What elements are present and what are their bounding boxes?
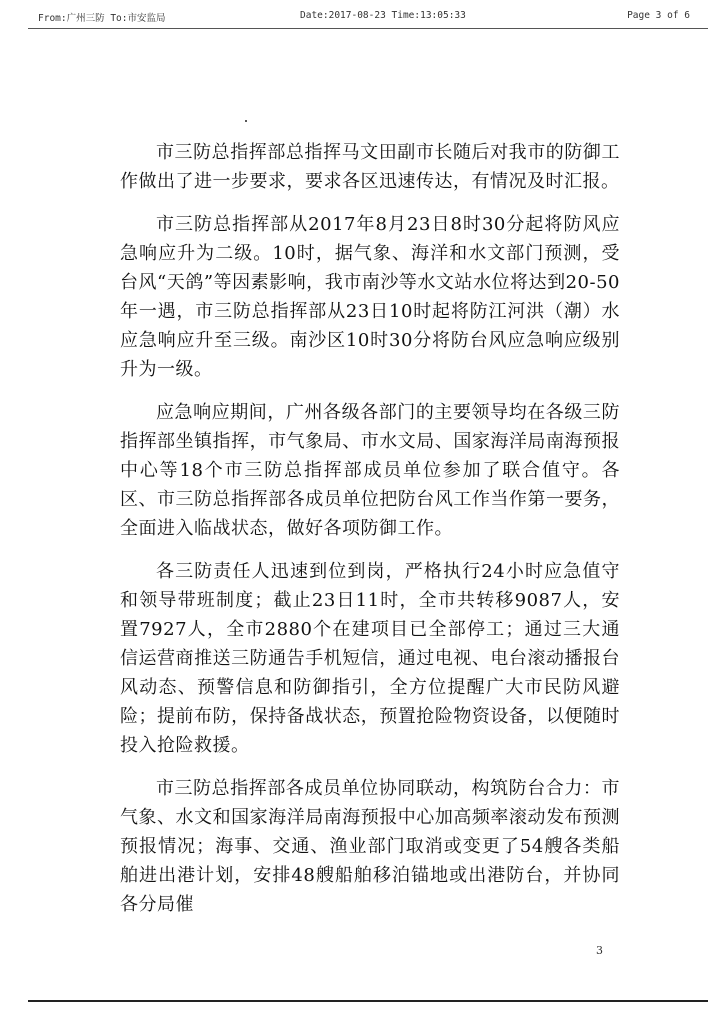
paragraph-5: 市三防总指挥部各成员单位协同联动，构筑防台合力：市气象、水文和国家海洋局南海预报中心加高频率滚动发布预测预报情况；海事、交通、渔业部门取消或变更了54艘各类船舶进出港计划，安排48艘船舶移泊锚地或出港防台，并协同各分局催: [120, 778, 620, 915]
fax-page-indicator: Page 3 of 6: [627, 10, 690, 21]
header-divider: [28, 28, 708, 29]
fax-timestamp: Date:2017-08-23 Time:13:05:33: [300, 10, 466, 21]
document-body: [120, 138, 620, 933]
fax-sender-recipient: From:广州三防 To:市安监局: [38, 13, 166, 24]
paragraph-2: 市三防总指挥部从2017年8月23日8时30分起将防风应急响应升为二级。10时，据气象、海洋和水文部门预测，受台风“天鸽”等因素影响，我市南沙等水文站水位将达到20-50年一遇，市三防总指挥部从23日10时起将防江河洪（潮）水应急响应升至三级。南沙区10时30分将防台风应急响应级别升为一级。: [120, 214, 620, 380]
paragraph-3: 应急响应期间，广州各级各部门的主要领导均在各级三防指挥部坐镇指挥，市气象局、市水文局、国家海洋局南海预报中心等18个市三防总指挥部成员单位参加了联合值守。各区、市三防总指挥部各成员单位把防台风工作当作第一要务，全面进入临战状态，做好各项防御工作。: [120, 402, 620, 539]
speck-mark: [245, 120, 247, 122]
paragraph-1: 市三防总指挥部总指挥马文田副市长随后对我市的防御工作做出了进一步要求，要求各区迅速传达，有情况及时汇报。: [120, 142, 620, 192]
paragraph-4: 各三防责任人迅速到位到岗，严格执行24小时应急值守和领导带班制度；截止23日11时，全市共转移9087人，安置7927人，全市2880个在建项目已全部停工；通过三大通信运营商推送三防通告手机短信，通过电视、电台滚动播报台风动态、预警信息和防御指引，全方位提醒广大市民防风避险；提前布防，保持备战状态，预置抢险物资设备，以便随时投入抢险救援。: [120, 561, 620, 756]
fax-header: [0, 4, 718, 26]
page-number: 3: [596, 944, 603, 957]
footer-divider: [28, 1000, 708, 1002]
